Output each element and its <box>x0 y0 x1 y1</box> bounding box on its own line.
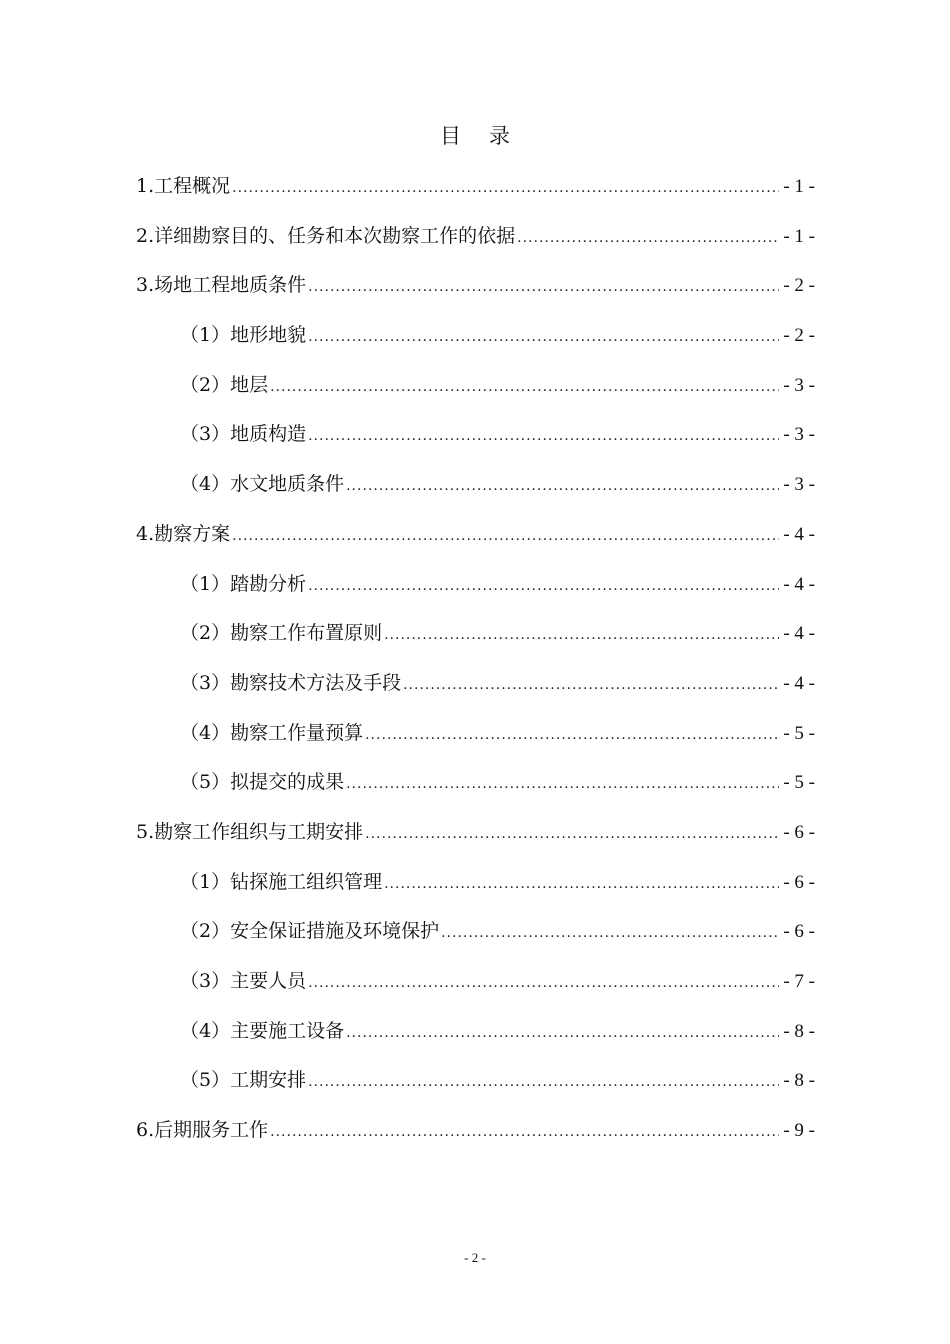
toc-entry-label: （3）勘察技术方法及手段 <box>180 671 402 694</box>
toc-entry-label: （4）主要施工设备 <box>180 1019 345 1042</box>
toc-entry-label: 2.详细勘察目的、任务和本次勘察工作的依据 <box>136 224 516 247</box>
toc-dot-leader <box>232 518 779 554</box>
toc-entry-page: - 9 - <box>783 1120 815 1142</box>
toc-entry-label: （2）地层 <box>180 373 269 396</box>
toc-entry-page: - 1 - <box>783 225 815 247</box>
toc-entry-label: （1）地形地貌 <box>180 324 307 347</box>
toc-entry[interactable] <box>136 963 815 1013</box>
toc-entry-page: - 6 - <box>783 821 815 843</box>
toc-entry-label: （5）拟提交的成果 <box>180 771 345 794</box>
toc-entry-label: （3）地质构造 <box>180 423 307 446</box>
toc-entry[interactable] <box>136 715 815 765</box>
toc-entry-page: - 5 - <box>783 772 815 794</box>
toc-entry-page: - 6 - <box>783 921 815 943</box>
toc-dot-leader <box>270 369 779 405</box>
toc-entry[interactable] <box>136 466 815 516</box>
toc-entry-label: 3.场地工程地质条件 <box>136 274 307 297</box>
toc-entry[interactable] <box>136 168 815 218</box>
toc-dot-leader <box>308 965 779 1001</box>
toc-entry[interactable] <box>136 864 815 914</box>
toc-entry[interactable] <box>136 317 815 367</box>
toc-dot-leader <box>346 468 779 504</box>
toc-entry-page: - 5 - <box>783 722 815 744</box>
toc-entry[interactable] <box>136 764 815 814</box>
page-number: - 2 - <box>464 1250 486 1265</box>
toc-entry-page: - 3 - <box>783 424 815 446</box>
toc-entry[interactable] <box>136 913 815 963</box>
toc-entry[interactable] <box>136 516 815 566</box>
toc-entry-page: - 2 - <box>783 325 815 347</box>
toc-dot-leader <box>308 1064 779 1100</box>
toc-entry[interactable] <box>136 566 815 616</box>
toc-entry-label: 6.后期服务工作 <box>136 1119 269 1142</box>
toc-dot-leader <box>384 866 779 902</box>
toc-entry-label: （5）工期安排 <box>180 1069 307 1092</box>
toc-dot-leader <box>517 220 779 256</box>
toc-entry[interactable] <box>136 665 815 715</box>
toc-entry-label: 1.工程概况 <box>136 175 231 197</box>
toc-entry[interactable] <box>136 218 815 268</box>
toc-entry-label: （2）勘察工作布置原则 <box>180 622 383 645</box>
toc-entry[interactable] <box>136 367 815 417</box>
toc-entry-label: 4.勘察方案 <box>136 522 231 545</box>
toc-dot-leader <box>308 269 779 305</box>
toc-list <box>136 168 815 1162</box>
toc-entry[interactable] <box>136 1013 815 1063</box>
toc-entry-page: - 6 - <box>783 871 815 893</box>
toc-dot-leader <box>384 617 779 653</box>
toc-entry-label: （1）踏勘分析 <box>180 572 307 595</box>
toc-entry[interactable] <box>136 267 815 317</box>
toc-dot-leader <box>308 418 779 454</box>
toc-entry-label: （4）水文地质条件 <box>180 473 345 496</box>
toc-entry-label: （4）勘察工作量预算 <box>180 721 364 744</box>
toc-dot-leader <box>232 170 779 206</box>
toc-entry[interactable] <box>136 615 815 665</box>
toc-entry-page: - 3 - <box>783 374 815 396</box>
toc-entry-label: （1）钻探施工组织管理 <box>180 870 383 893</box>
toc-entry-label: （2）安全保证措施及环境保护 <box>180 920 440 943</box>
toc-entry[interactable] <box>136 416 815 466</box>
toc-entry-page: - 4 - <box>783 523 815 545</box>
toc-dot-leader <box>346 1015 779 1051</box>
toc-entry-label: 5.勘察工作组织与工期安排 <box>136 820 364 843</box>
toc-entry[interactable] <box>136 1112 815 1162</box>
toc-entry-page: - 2 - <box>783 275 815 297</box>
toc-entry-page: - 4 - <box>783 672 815 694</box>
toc-dot-leader <box>365 717 779 753</box>
toc-entry[interactable] <box>136 814 815 864</box>
toc-entry-page: - 4 - <box>783 623 815 645</box>
toc-entry-page: - 3 - <box>783 474 815 496</box>
toc-dot-leader <box>441 915 779 951</box>
toc-entry-page: - 4 - <box>783 573 815 595</box>
toc-dot-leader <box>308 319 779 355</box>
toc-entry[interactable] <box>136 1062 815 1112</box>
toc-entry-label: （3）主要人员 <box>180 970 307 992</box>
toc-dot-leader <box>403 667 779 703</box>
toc-entry-page: - 8 - <box>783 1020 815 1042</box>
toc-title: 目录 <box>440 124 538 148</box>
toc-dot-leader <box>365 816 779 852</box>
toc-entry-page: - 7 - <box>783 971 815 992</box>
toc-dot-leader <box>308 568 779 604</box>
toc-dot-leader <box>346 766 779 802</box>
toc-entry-page: - 1 - <box>783 176 815 197</box>
toc-dot-leader <box>270 1114 779 1150</box>
toc-entry-page: - 8 - <box>783 1070 815 1092</box>
